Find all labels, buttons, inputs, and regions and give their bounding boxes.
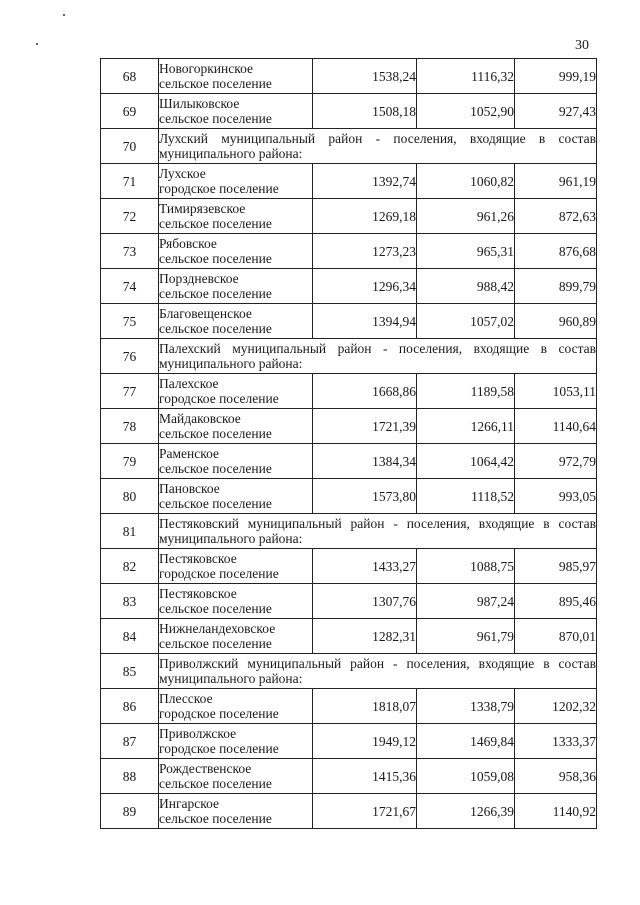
settlements-table bbox=[100, 58, 597, 829]
settlement-name-line2: сельское поселение bbox=[159, 251, 272, 266]
value-3: 1053,11 bbox=[515, 374, 597, 409]
settlement-name-line1: Рябовское bbox=[159, 236, 217, 251]
value-2: 961,26 bbox=[417, 199, 515, 234]
settlement-name bbox=[159, 479, 313, 514]
settlement-name-line2: городское поселение bbox=[159, 566, 279, 581]
value-2: 1052,90 bbox=[417, 94, 515, 129]
district-header-row bbox=[101, 514, 597, 549]
value-2: 1060,82 bbox=[417, 164, 515, 199]
settlement-name-line1: Палехское bbox=[159, 376, 219, 391]
settlement-name bbox=[159, 444, 313, 479]
district-title: Пестяковский муниципальный район - поселения, входящие в состав муниципального района: bbox=[159, 514, 597, 549]
value-2: 1116,32 bbox=[417, 59, 515, 94]
value-1: 1384,34 bbox=[313, 444, 417, 479]
row-number: 72 bbox=[101, 199, 159, 234]
table-row bbox=[101, 234, 597, 269]
district-header-row bbox=[101, 129, 597, 164]
settlement-name bbox=[159, 689, 313, 724]
value-1: 1721,67 bbox=[313, 794, 417, 829]
value-3: 870,01 bbox=[515, 619, 597, 654]
value-2: 965,31 bbox=[417, 234, 515, 269]
value-3: 985,97 bbox=[515, 549, 597, 584]
settlement-name-line2: городское поселение bbox=[159, 741, 279, 756]
value-2: 1059,08 bbox=[417, 759, 515, 794]
value-2: 1057,02 bbox=[417, 304, 515, 339]
value-3: 899,79 bbox=[515, 269, 597, 304]
row-number: 74 bbox=[101, 269, 159, 304]
settlement-name-line1: Пестяковское bbox=[159, 586, 237, 601]
value-3: 927,43 bbox=[515, 94, 597, 129]
value-3: 1140,64 bbox=[515, 409, 597, 444]
value-2: 1118,52 bbox=[417, 479, 515, 514]
row-number: 82 bbox=[101, 549, 159, 584]
value-2: 988,42 bbox=[417, 269, 515, 304]
settlement-name-line2: сельское поселение bbox=[159, 321, 272, 336]
settlement-name-line2: городское поселение bbox=[159, 706, 279, 721]
value-1: 1668,86 bbox=[313, 374, 417, 409]
value-1: 1949,12 bbox=[313, 724, 417, 759]
value-2: 1064,42 bbox=[417, 444, 515, 479]
settlement-name bbox=[159, 164, 313, 199]
table-row bbox=[101, 444, 597, 479]
row-number: 89 bbox=[101, 794, 159, 829]
table-row bbox=[101, 304, 597, 339]
row-number: 79 bbox=[101, 444, 159, 479]
value-1: 1307,76 bbox=[313, 584, 417, 619]
value-1: 1269,18 bbox=[313, 199, 417, 234]
settlement-name-line2: сельское поселение bbox=[159, 286, 272, 301]
table-row bbox=[101, 199, 597, 234]
value-1: 1296,34 bbox=[313, 269, 417, 304]
settlement-name bbox=[159, 724, 313, 759]
district-title: Лухский муниципальный район - поселения, входящие в состав муниципального района: bbox=[159, 129, 597, 164]
district-title: Приволжский муниципальный район - поселения, входящие в состав муниципального района: bbox=[159, 654, 597, 689]
value-1: 1273,23 bbox=[313, 234, 417, 269]
settlement-name-line2: сельское поселение bbox=[159, 636, 272, 651]
settlement-name-line1: Новогоркинское bbox=[159, 61, 254, 76]
row-number: 81 bbox=[101, 514, 159, 549]
value-2: 1189,58 bbox=[417, 374, 515, 409]
settlement-name bbox=[159, 409, 313, 444]
table-row bbox=[101, 164, 597, 199]
scan-speck bbox=[36, 43, 38, 45]
settlement-name-line1: Нижнеландеховское bbox=[159, 621, 276, 636]
value-2: 1088,75 bbox=[417, 549, 515, 584]
table-row bbox=[101, 689, 597, 724]
value-1: 1394,94 bbox=[313, 304, 417, 339]
value-1: 1818,07 bbox=[313, 689, 417, 724]
row-number: 68 bbox=[101, 59, 159, 94]
settlement-name bbox=[159, 234, 313, 269]
value-3: 1202,32 bbox=[515, 689, 597, 724]
settlement-name-line2: сельское поселение bbox=[159, 216, 272, 231]
table-row bbox=[101, 59, 597, 94]
value-3: 993,05 bbox=[515, 479, 597, 514]
value-1: 1721,39 bbox=[313, 409, 417, 444]
settlement-name-line1: Плесское bbox=[159, 691, 213, 706]
settlement-name-line1: Тимирязевское bbox=[159, 201, 246, 216]
row-number: 88 bbox=[101, 759, 159, 794]
table-row bbox=[101, 759, 597, 794]
settlement-name-line2: сельское поселение bbox=[159, 811, 272, 826]
settlement-name bbox=[159, 584, 313, 619]
scan-speck bbox=[63, 14, 65, 16]
value-2: 1266,39 bbox=[417, 794, 515, 829]
row-number: 73 bbox=[101, 234, 159, 269]
table-row bbox=[101, 584, 597, 619]
row-number: 71 bbox=[101, 164, 159, 199]
table-row bbox=[101, 724, 597, 759]
value-1: 1573,80 bbox=[313, 479, 417, 514]
settlement-name-line2: сельское поселение bbox=[159, 426, 272, 441]
settlement-name-line1: Ингарское bbox=[159, 796, 220, 811]
settlement-name-line1: Лухское bbox=[159, 166, 206, 181]
settlement-name bbox=[159, 619, 313, 654]
settlement-name-line1: Пестяковское bbox=[159, 551, 237, 566]
value-2: 1469,84 bbox=[417, 724, 515, 759]
row-number: 76 bbox=[101, 339, 159, 374]
settlement-name-line1: Раменское bbox=[159, 446, 220, 461]
value-2: 1266,11 bbox=[417, 409, 515, 444]
settlement-name-line1: Благовещенское bbox=[159, 306, 252, 321]
settlement-name-line2: сельское поселение bbox=[159, 111, 272, 126]
settlement-name bbox=[159, 199, 313, 234]
value-3: 895,46 bbox=[515, 584, 597, 619]
value-3: 1333,37 bbox=[515, 724, 597, 759]
value-3: 876,68 bbox=[515, 234, 597, 269]
value-1: 1538,24 bbox=[313, 59, 417, 94]
value-3: 872,63 bbox=[515, 199, 597, 234]
table-row bbox=[101, 619, 597, 654]
table-body bbox=[101, 59, 597, 829]
value-1: 1415,36 bbox=[313, 759, 417, 794]
settlement-name-line1: Пановское bbox=[159, 481, 220, 496]
row-number: 85 bbox=[101, 654, 159, 689]
district-header-row bbox=[101, 654, 597, 689]
value-3: 999,19 bbox=[515, 59, 597, 94]
row-number: 78 bbox=[101, 409, 159, 444]
row-number: 84 bbox=[101, 619, 159, 654]
district-title: Палехский муниципальный район - поселения, входящие в состав муниципального района: bbox=[159, 339, 597, 374]
table-row bbox=[101, 409, 597, 444]
row-number: 69 bbox=[101, 94, 159, 129]
value-1: 1392,74 bbox=[313, 164, 417, 199]
table-row bbox=[101, 94, 597, 129]
district-header-row bbox=[101, 339, 597, 374]
row-number: 87 bbox=[101, 724, 159, 759]
settlement-name-line2: городское поселение bbox=[159, 181, 279, 196]
settlement-name-line1: Майдаковское bbox=[159, 411, 241, 426]
value-1: 1282,31 bbox=[313, 619, 417, 654]
settlement-name bbox=[159, 794, 313, 829]
value-3: 958,36 bbox=[515, 759, 597, 794]
row-number: 80 bbox=[101, 479, 159, 514]
settlement-name bbox=[159, 304, 313, 339]
page-number: 30 bbox=[575, 38, 589, 53]
settlement-name-line2: городское поселение bbox=[159, 391, 279, 406]
value-2: 987,24 bbox=[417, 584, 515, 619]
table-row bbox=[101, 374, 597, 409]
value-1: 1433,27 bbox=[313, 549, 417, 584]
row-number: 86 bbox=[101, 689, 159, 724]
value-3: 972,79 bbox=[515, 444, 597, 479]
value-3: 960,89 bbox=[515, 304, 597, 339]
settlement-name-line2: сельское поселение bbox=[159, 76, 272, 91]
settlement-name-line1: Шилыковское bbox=[159, 96, 240, 111]
settlement-name-line1: Рождественское bbox=[159, 761, 252, 776]
settlement-name-line2: сельское поселение bbox=[159, 776, 272, 791]
row-number: 83 bbox=[101, 584, 159, 619]
value-3: 1140,92 bbox=[515, 794, 597, 829]
row-number: 70 bbox=[101, 129, 159, 164]
settlement-name bbox=[159, 549, 313, 584]
settlement-name bbox=[159, 94, 313, 129]
settlement-name bbox=[159, 269, 313, 304]
table-row bbox=[101, 549, 597, 584]
row-number: 75 bbox=[101, 304, 159, 339]
value-2: 1338,79 bbox=[417, 689, 515, 724]
settlement-name bbox=[159, 374, 313, 409]
table-row bbox=[101, 479, 597, 514]
settlement-name bbox=[159, 759, 313, 794]
settlement-name-line1: Приволжское bbox=[159, 726, 237, 741]
table-row bbox=[101, 794, 597, 829]
value-1: 1508,18 bbox=[313, 94, 417, 129]
settlement-name-line2: сельское поселение bbox=[159, 496, 272, 511]
value-3: 961,19 bbox=[515, 164, 597, 199]
table-row bbox=[101, 269, 597, 304]
settlement-name-line1: Порздневское bbox=[159, 271, 239, 286]
row-number: 77 bbox=[101, 374, 159, 409]
settlement-name-line2: сельское поселение bbox=[159, 461, 272, 476]
settlement-name-line2: сельское поселение bbox=[159, 601, 272, 616]
settlement-name bbox=[159, 59, 313, 94]
value-2: 961,79 bbox=[417, 619, 515, 654]
